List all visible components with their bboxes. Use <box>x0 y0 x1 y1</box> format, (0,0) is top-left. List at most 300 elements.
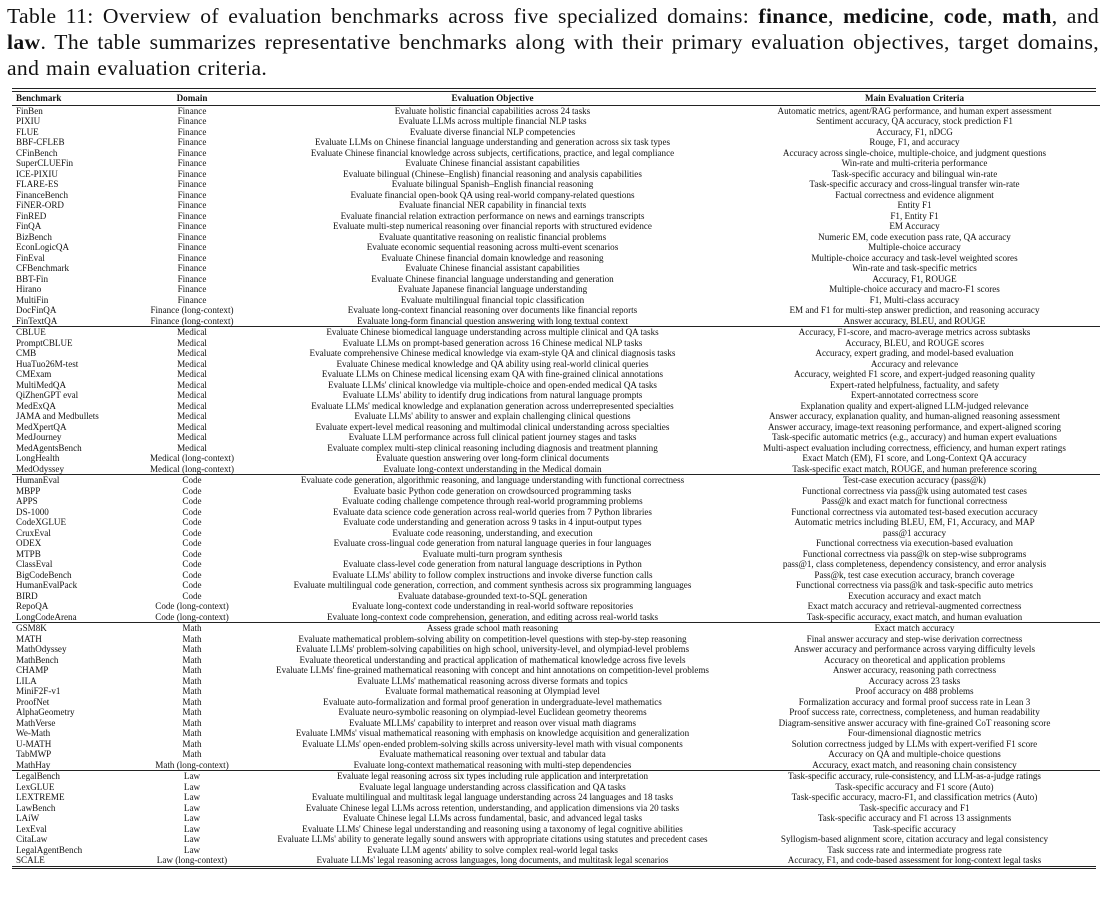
cell-benchmark: LongHealth <box>16 453 60 464</box>
cell-benchmark: GSM8K <box>16 623 47 634</box>
cell-criteria: Task-specific accuracy and bilingual win-rate <box>831 168 998 179</box>
cell-benchmark: CMExam <box>16 369 52 380</box>
cell-criteria: Syllogism-based alignment score, citation accuracy and legal consistency <box>780 834 1049 845</box>
cell-benchmark: LegalBench <box>16 771 60 782</box>
table-row <box>12 580 1100 591</box>
cell-benchmark: MathHay <box>16 759 51 770</box>
caption-suffix: . The table summarizes representative benchmarks along with their primary evaluation objectives, target domains, and main evaluation criteria. <box>7 30 1099 80</box>
table-caption <box>7 3 1099 81</box>
cell-objective: Evaluate code reasoning, understanding, and execution <box>392 527 593 538</box>
cell-benchmark: LILA <box>16 675 37 686</box>
table-row <box>12 284 1100 295</box>
cell-domain: Math (long-context) <box>155 759 229 770</box>
cell-benchmark: MBPP <box>16 485 41 496</box>
cell-benchmark: MathVerse <box>16 717 56 728</box>
cell-criteria: Exact match accuracy <box>874 623 955 634</box>
table-row <box>12 824 1100 835</box>
table-row <box>12 591 1100 602</box>
cell-domain: Math <box>182 675 202 686</box>
caption-domain-math: math <box>1002 4 1052 28</box>
cell-benchmark: MathOdyssey <box>16 644 67 655</box>
cell-domain: Finance <box>177 284 207 295</box>
cell-benchmark: CodeXGLUE <box>16 517 67 528</box>
cell-domain: Medical <box>177 411 207 422</box>
cell-domain: Finance <box>177 105 207 116</box>
cell-benchmark: MultiMedQA <box>16 379 67 390</box>
cell-benchmark: BizBench <box>16 231 52 242</box>
cell-criteria: Numeric EM, code execution pass rate, QA accuracy <box>818 231 1011 242</box>
cell-domain: Finance <box>177 273 207 284</box>
cell-criteria: Proof accuracy on 488 problems <box>855 686 974 697</box>
cell-domain: Law <box>183 834 201 845</box>
cell-domain: Medical <box>177 337 207 348</box>
table-row <box>12 813 1100 824</box>
table-row <box>12 221 1100 232</box>
cell-benchmark: MathBench <box>16 654 59 665</box>
cell-objective: Evaluate bilingual Spanish–English financial reasoning <box>391 179 594 190</box>
cell-domain: Medical <box>177 369 207 380</box>
table-row <box>12 655 1100 666</box>
cell-objective: Evaluate theoretical understanding and practical application of mathematical knowledge across five levels <box>299 654 686 665</box>
table-row <box>12 422 1100 433</box>
cell-domain: Medical <box>177 348 207 359</box>
cell-benchmark: FinanceBench <box>16 189 69 200</box>
cell-domain: Math <box>182 738 202 749</box>
cell-criteria: Answer accuracy, image-text reasoning performance, and expert-aligned scoring <box>767 421 1062 432</box>
table-row <box>12 707 1100 718</box>
cell-benchmark: SuperCLUEFin <box>16 158 74 169</box>
cell-benchmark: LexEval <box>16 823 47 834</box>
caption-sep: , <box>928 4 944 28</box>
cell-objective: Evaluate LLMs' legal reasoning across languages, long documents, and multitask legal scenarios <box>316 855 669 866</box>
cell-criteria: Accuracy on theoretical and application problems <box>823 654 1006 665</box>
cell-objective: Evaluate long-context understanding in the Medical domain <box>383 463 602 474</box>
table-row <box>12 338 1100 349</box>
table-row <box>12 803 1100 814</box>
cell-domain: Code <box>182 569 202 580</box>
cell-criteria: Formalization accuracy and formal proof success rate in Lean 3 <box>798 696 1031 707</box>
cell-domain: Code <box>182 580 202 591</box>
cell-criteria: Accuracy, F1, nDCG <box>876 126 953 137</box>
cell-objective: Evaluate LLMs on prompt-based generation across 16 Chinese medical NLP tasks <box>342 337 643 348</box>
table-row <box>12 169 1100 180</box>
cell-objective: Evaluate LLMs' ability to generate legally sound answers with appropriate citations using statutes and precedent cases <box>277 834 708 845</box>
cell-benchmark: MedExQA <box>16 400 56 411</box>
cell-criteria: Final answer accuracy and step-wise derivation correctness <box>806 633 1023 644</box>
table-row <box>12 475 1100 486</box>
cell-domain: Finance <box>177 137 207 148</box>
cell-domain: Math <box>182 728 202 739</box>
cell-benchmark: CFBenchmark <box>16 263 70 274</box>
cell-benchmark: DocFinQA <box>16 305 57 316</box>
table-row <box>12 179 1100 190</box>
table-row <box>12 749 1100 760</box>
cell-criteria: Accuracy, F1, ROUGE <box>872 273 957 284</box>
cell-criteria: Answer accuracy, reasoning path correctness <box>832 665 997 676</box>
cell-criteria: Proof success rate, correctness, completeness, and human readability <box>789 707 1040 718</box>
cell-benchmark: U-MATH <box>16 738 52 749</box>
cell-criteria: Task-specific accuracy and F1 score (Auto) <box>835 781 994 792</box>
cell-criteria: Functional correctness via pass@k on step-wise subprograms <box>802 548 1027 559</box>
cell-objective: Evaluate Chinese financial knowledge across subjects, certifications, practice, and legal compliance <box>310 147 675 158</box>
cell-benchmark: MiniF2F-v1 <box>16 686 61 697</box>
cell-domain: Math <box>182 749 202 760</box>
cell-objective: Evaluate economic sequential reasoning across multi-event scenarios <box>366 242 619 253</box>
cell-criteria: Multiple-choice accuracy <box>868 242 961 253</box>
cell-benchmark: FinQA <box>16 221 42 232</box>
table-row <box>12 190 1100 201</box>
cell-benchmark: LEXTREME <box>16 792 65 803</box>
cell-benchmark: JAMA and Medbullets <box>16 411 99 422</box>
cell-objective: Evaluate mathematical problem-solving ability on competition-level questions with step-by-step reasoning <box>298 633 687 644</box>
header-domain: Domain <box>176 92 208 103</box>
cell-criteria: EM and F1 for multi-step answer prediction, and reasoning accuracy <box>789 305 1040 316</box>
caption-prefix: Table 11: Overview of evaluation benchmarks across five specialized domains: <box>7 4 759 28</box>
cell-benchmark: FinRED <box>16 210 47 221</box>
cell-criteria: Solution correctness judged by LLMs with expert-verified F1 score <box>791 738 1038 749</box>
cell-domain: Medical <box>177 400 207 411</box>
table-row <box>12 348 1100 359</box>
caption-sep: , <box>828 4 844 28</box>
cell-objective: Evaluate code understanding and generation across 9 tasks in 4 input-output types <box>343 517 642 528</box>
cell-objective: Evaluate holistic financial capabilities across 24 tasks <box>394 105 591 116</box>
cell-criteria: Explanation quality and expert-aligned LLM-judged relevance <box>800 400 1029 411</box>
cell-criteria: Task-specific accuracy, rule-consistency, and LLM-as-a-judge ratings <box>788 771 1041 782</box>
cell-criteria: Task-specific accuracy and F1 across 13 assignments <box>817 813 1012 824</box>
cell-domain: Code <box>182 538 202 549</box>
cell-domain: Math <box>182 654 202 665</box>
cell-objective: Evaluate basic Python code generation on crowdsourced programming tasks <box>353 485 632 496</box>
caption-domain-law: law <box>7 30 41 54</box>
cell-objective: Evaluate Chinese medical knowledge and QA ability using real-world clinical queries <box>336 358 649 369</box>
table-row <box>12 559 1100 570</box>
cell-objective: Evaluate formal mathematical reasoning at Olympiad level <box>385 686 600 697</box>
header-benchmark: Benchmark <box>16 92 62 103</box>
cell-benchmark: ProofNet <box>16 696 50 707</box>
cell-domain: Finance <box>177 252 207 263</box>
caption-sep: , <box>987 4 1003 28</box>
cell-benchmark: FiNER-ORD <box>16 200 64 211</box>
header-criteria: Main Evaluation Criteria <box>864 92 964 103</box>
cell-objective: Evaluate Chinese financial assistant capabilities <box>405 263 580 274</box>
benchmark-table <box>12 92 1100 866</box>
cell-domain: Medical <box>177 442 207 453</box>
cell-objective: Evaluate expert-level medical reasoning and multimodal clinical understanding across specialties <box>315 421 670 432</box>
cell-objective: Evaluate neuro-symbolic reasoning on olympiad-level Euclidean geometry theorems <box>338 707 647 718</box>
table-row <box>12 528 1100 539</box>
cell-objective: Evaluate LLMs' Chinese legal understanding and reasoning using a taxonomy of legal cognitive abilities <box>302 823 683 834</box>
cell-criteria: Multiple-choice accuracy and macro-F1 scores <box>829 284 1000 295</box>
cell-benchmark: PIXIU <box>16 116 41 127</box>
cell-criteria: Factual correctness and evidence alignment <box>835 189 994 200</box>
cell-objective: Evaluate Chinese financial assistant capabilities <box>405 158 580 169</box>
cell-objective: Evaluate LLMs' problem-solving capabilities on high school, university-level, and olympiad-level problems <box>295 644 690 655</box>
cell-domain: Code <box>182 506 202 517</box>
cell-domain: Finance <box>177 189 207 200</box>
table-row <box>12 728 1100 739</box>
cell-domain: Math <box>182 633 202 644</box>
cell-benchmark: HumanEvalPack <box>16 580 78 591</box>
cell-criteria: Accuracy, exact match, and reasoning chain consistency <box>812 759 1017 770</box>
cell-benchmark: HumanEval <box>16 475 60 486</box>
table-row <box>12 855 1100 866</box>
table-row <box>12 401 1100 412</box>
cell-benchmark: FinEval <box>16 252 45 263</box>
table-row <box>12 211 1100 222</box>
cell-objective: Evaluate multilingual code generation, correction, and comment synthesis across six programming languages <box>293 580 692 591</box>
cell-benchmark: FLARE-ES <box>16 179 59 190</box>
cell-benchmark: BBT-Fin <box>16 273 49 284</box>
cell-domain: Finance <box>177 179 207 190</box>
table-row <box>12 782 1100 793</box>
cell-domain: Math <box>182 686 202 697</box>
cell-criteria: Automatic metrics including BLEU, EM, F1, Accuracy, and MAP <box>794 517 1035 528</box>
cell-criteria: Entity F1 <box>897 200 932 211</box>
cell-criteria: EM Accuracy <box>889 221 940 232</box>
cell-criteria: Task-specific accuracy <box>873 823 956 834</box>
cell-criteria: Answer accuracy, explanation quality, and human-aligned reasoning assessment <box>769 411 1060 422</box>
cell-objective: Evaluate long-context financial reasoning over documents like financial reports <box>347 305 638 316</box>
cell-criteria: pass@1, class completeness, dependency consistency, and error analysis <box>782 559 1047 570</box>
table-row <box>12 295 1100 306</box>
table-row <box>12 496 1100 507</box>
cell-domain: Code <box>182 485 202 496</box>
cell-benchmark: AlphaGeometry <box>16 707 75 718</box>
cell-domain: Law <box>183 781 201 792</box>
cell-objective: Evaluate LLM agents' ability to solve complex real-world legal tasks <box>367 844 618 855</box>
cell-objective: Evaluate bilingual (Chinese–English) financial reasoning and analysis capabilities <box>343 168 642 179</box>
cell-criteria: Accuracy across 23 tasks <box>868 675 961 686</box>
cell-objective: Evaluate long-context code comprehension, generation, and editing across real-world tasks <box>326 611 659 622</box>
cell-benchmark: MultiFin <box>16 294 49 305</box>
cell-objective: Evaluate financial NER capability in financial texts <box>398 200 587 211</box>
table-row <box>12 634 1100 645</box>
cell-benchmark: FinBen <box>16 105 43 116</box>
table-row <box>12 760 1100 771</box>
table-body <box>12 106 1100 866</box>
cell-domain: Finance <box>177 168 207 179</box>
cell-objective: Evaluate LLM performance across full clinical patient journey stages and tasks <box>348 432 637 443</box>
cell-objective: Evaluate LLMs on Chinese medical licensing exam QA with fine-grained clinical annotations <box>321 369 664 380</box>
table-row <box>12 253 1100 264</box>
cell-criteria: Functional correctness via pass@k and task-specific auto metrics <box>796 580 1033 591</box>
table-row <box>12 517 1100 528</box>
table-row <box>12 538 1100 549</box>
cell-domain: Code <box>182 517 202 528</box>
cell-objective: Evaluate cross-lingual code generation from natural language queries in four languages <box>333 538 652 549</box>
cell-objective: Evaluate multi-step numerical reasoning over financial reports with structured evidence <box>333 221 652 232</box>
cell-criteria: Task-specific automatic metrics (e.g., accuracy) and human expert evaluations <box>772 432 1057 443</box>
cell-objective: Evaluate multi-turn program synthesis <box>422 548 563 559</box>
cell-benchmark: MedJourney <box>16 432 62 443</box>
cell-objective: Evaluate LLMs' medical knowledge and explanation generation across underrepresented specialties <box>311 400 674 411</box>
cell-objective: Evaluate legal reasoning across six types including rule application and interpretation <box>336 771 649 782</box>
cell-benchmark: LAiW <box>16 813 40 824</box>
cell-domain: Math <box>182 696 202 707</box>
table-row <box>12 443 1100 454</box>
cell-domain: Medical <box>177 432 207 443</box>
cell-domain: Finance <box>177 210 207 221</box>
table-row <box>12 148 1100 159</box>
table-row <box>12 845 1100 856</box>
cell-criteria: Task success rate and intermediate progress rate <box>827 844 1002 855</box>
cell-criteria: Four-dimensional diagnostic metrics <box>847 728 982 739</box>
table-row <box>12 411 1100 422</box>
cell-objective: Evaluate class-level code generation from natural language descriptions in Python <box>343 559 642 570</box>
table-row <box>12 834 1100 845</box>
table-row <box>12 612 1100 623</box>
cell-criteria: Functional correctness via execution-based evaluation <box>816 538 1013 549</box>
cell-objective: Evaluate complex multi-step clinical reasoning including diagnosis and treatment planning <box>327 442 658 453</box>
cell-criteria: Win-rate and task-specific metrics <box>852 263 977 274</box>
cell-domain: Code <box>182 559 202 570</box>
cell-criteria: Sentiment accuracy, QA accuracy, stock prediction F1 <box>816 116 1013 127</box>
table-row <box>12 665 1100 676</box>
table-row <box>12 327 1100 338</box>
cell-benchmark: LegalAgentBench <box>16 844 83 855</box>
cell-domain: Law <box>183 844 201 855</box>
header-row <box>12 92 1100 106</box>
cell-objective: Assess grade school math reasoning <box>426 623 559 634</box>
table-row <box>12 200 1100 211</box>
table-row <box>12 570 1100 581</box>
cell-benchmark: CitaLaw <box>16 834 48 845</box>
cell-criteria: Multi-aspect evaluation including correctness, efficiency, and human expert ratings <box>763 442 1066 453</box>
cell-criteria: Task-specific accuracy, macro-F1, and classification metrics (Auto) <box>791 792 1038 803</box>
table-row <box>12 263 1100 274</box>
cell-benchmark: APPS <box>16 496 38 507</box>
table-row <box>12 792 1100 803</box>
cell-criteria: pass@1 accuracy <box>882 527 947 538</box>
cell-domain: Finance <box>177 263 207 274</box>
table-row <box>12 359 1100 370</box>
table-row <box>12 486 1100 497</box>
cell-benchmark: BigCodeBench <box>16 569 72 580</box>
cell-domain: Math <box>182 665 202 676</box>
cell-objective: Evaluate diverse financial NLP competencies <box>409 126 576 137</box>
table-row <box>12 305 1100 316</box>
cell-objective: Evaluate LLMs' ability to answer and explain challenging clinical questions <box>354 411 631 422</box>
cell-domain: Finance <box>177 294 207 305</box>
cell-domain: Medical <box>177 327 207 338</box>
cell-criteria: Exact match accuracy and retrieval-augmented correctness <box>807 601 1022 612</box>
cell-domain: Finance <box>177 116 207 127</box>
cell-objective: Evaluate Chinese biomedical language understanding across multiple clinical and QA tasks <box>326 327 659 338</box>
cell-objective: Evaluate long-form financial question answering with long textual context <box>357 315 628 326</box>
cell-criteria: Functional correctness via automated test-based execution accuracy <box>791 506 1038 517</box>
caption-domain-medicine: medicine <box>843 4 929 28</box>
cell-criteria: Multiple-choice accuracy and task-level weighted scores <box>811 252 1018 263</box>
cell-criteria: Pass@k and exact match for functional correctness <box>821 496 1008 507</box>
cell-domain: Law <box>183 792 201 803</box>
cell-objective: Evaluate coding challenge competence through real-world programming problems <box>342 496 643 507</box>
cell-domain: Code <box>182 475 202 486</box>
cell-benchmark: MedOdyssey <box>16 463 64 474</box>
cell-benchmark: CruxEval <box>16 527 51 538</box>
cell-benchmark: BIRD <box>16 590 38 601</box>
cell-criteria: Accuracy across single-choice, multiple-choice, and judgment questions <box>782 147 1047 158</box>
table-row <box>12 676 1100 687</box>
cell-criteria: Accuracy, weighted F1 score, and expert-judged reasoning quality <box>793 369 1036 380</box>
benchmark-table-container <box>12 88 1096 869</box>
header-objective: Evaluation Objective <box>451 92 534 103</box>
cell-objective: Evaluate MLLMs' capability to interpret and reason over visual math diagrams <box>349 717 636 728</box>
cell-domain: Finance <box>177 126 207 137</box>
cell-objective: Evaluate LLMs across multiple financial NLP tasks <box>398 116 587 127</box>
cell-objective: Evaluate financial relation extraction performance on news and earnings transcripts <box>340 210 645 221</box>
cell-domain: Medical <box>177 390 207 401</box>
cell-benchmark: ClassEval <box>16 559 53 570</box>
cell-criteria: F1, Multi-class accuracy <box>869 294 960 305</box>
cell-domain: Medical (long-context) <box>149 453 235 464</box>
cell-benchmark: LexGLUE <box>16 781 55 792</box>
cell-benchmark: BBF-CFLEB <box>16 137 65 148</box>
table-row <box>12 697 1100 708</box>
cell-benchmark: FinTextQA <box>16 315 58 326</box>
caption-domain-finance: finance <box>758 4 829 28</box>
table-row <box>12 369 1100 380</box>
cell-criteria: Automatic metrics, agent/RAG performance, and human expert assessment <box>777 105 1052 116</box>
bottom-rule <box>12 866 1096 870</box>
cell-domain: Finance (long-context) <box>150 305 234 316</box>
cell-objective: Evaluate long-context code understanding in real-world software repositories <box>351 601 634 612</box>
cell-criteria: Pass@k, test case execution accuracy, branch coverage <box>814 569 1015 580</box>
cell-domain: Medical <box>177 421 207 432</box>
table-row <box>12 686 1100 697</box>
cell-benchmark: MTPB <box>16 548 41 559</box>
cell-criteria: Task-specific accuracy and F1 <box>859 802 970 813</box>
cell-domain: Code (long-context) <box>155 611 229 622</box>
cell-objective: Evaluate auto-formalization and formal proof generation in undergraduate-level mathematics <box>323 696 662 707</box>
table-row <box>12 601 1100 612</box>
cell-domain: Finance <box>177 158 207 169</box>
cell-objective: Evaluate quantitative reasoning on realistic financial problems <box>378 231 607 242</box>
cell-objective: Evaluate financial open-book QA using real-world company-related questions <box>350 189 635 200</box>
table-row <box>12 771 1100 782</box>
cell-benchmark: PromptCBLUE <box>16 337 73 348</box>
table-row <box>12 549 1100 560</box>
cell-domain: Math <box>182 717 202 728</box>
cell-benchmark: MATH <box>16 633 42 644</box>
cell-criteria: Task-specific accuracy, exact match, and human evaluation <box>806 611 1023 622</box>
cell-domain: Code <box>182 496 202 507</box>
cell-criteria: Expert-annotated correctness score <box>850 390 979 401</box>
cell-objective: Evaluate multilingual financial topic classification <box>400 294 585 305</box>
table-row <box>12 242 1100 253</box>
cell-criteria: Win-rate and multi-criteria performance <box>841 158 988 169</box>
cell-objective: Evaluate code generation, algorithmic reasoning, and language understanding with functional correctness <box>300 475 685 486</box>
cell-benchmark: ICE-PIXIU <box>16 168 58 179</box>
cell-criteria: Answer accuracy, BLEU, and ROUGE <box>843 315 986 326</box>
table-row <box>12 274 1100 285</box>
cell-criteria: Accuracy, BLEU, and ROUGE scores <box>845 337 984 348</box>
table-row <box>12 739 1100 750</box>
cell-domain: Code <box>182 548 202 559</box>
cell-objective: Evaluate LLMs' clinical knowledge via multiple-choice and open-ended medical QA tasks <box>328 379 657 390</box>
table-row <box>12 116 1100 127</box>
table-row <box>12 507 1100 518</box>
cell-objective: Evaluate LLMs on Chinese financial language understanding and generation across six task types <box>314 137 671 148</box>
cell-objective: Evaluate comprehensive Chinese medical knowledge via exam-style QA and clinical diagnosis tasks <box>309 348 676 359</box>
cell-objective: Evaluate LLMs' open-ended problem-solving skills across university-level math with visual components <box>302 738 683 749</box>
cell-objective: Evaluate Chinese financial domain knowledge and reasoning <box>381 252 604 263</box>
table-row <box>12 390 1100 401</box>
cell-criteria: Functional correctness via pass@k using automated test cases <box>802 485 1027 496</box>
cell-criteria: Accuracy on QA and multiple-choice questions <box>828 749 1001 760</box>
cell-domain: Finance <box>177 242 207 253</box>
cell-benchmark: HuaTuo26M-test <box>16 358 79 369</box>
cell-criteria: Accuracy, F1-score, and macro-average metrics across subtasks <box>798 327 1031 338</box>
